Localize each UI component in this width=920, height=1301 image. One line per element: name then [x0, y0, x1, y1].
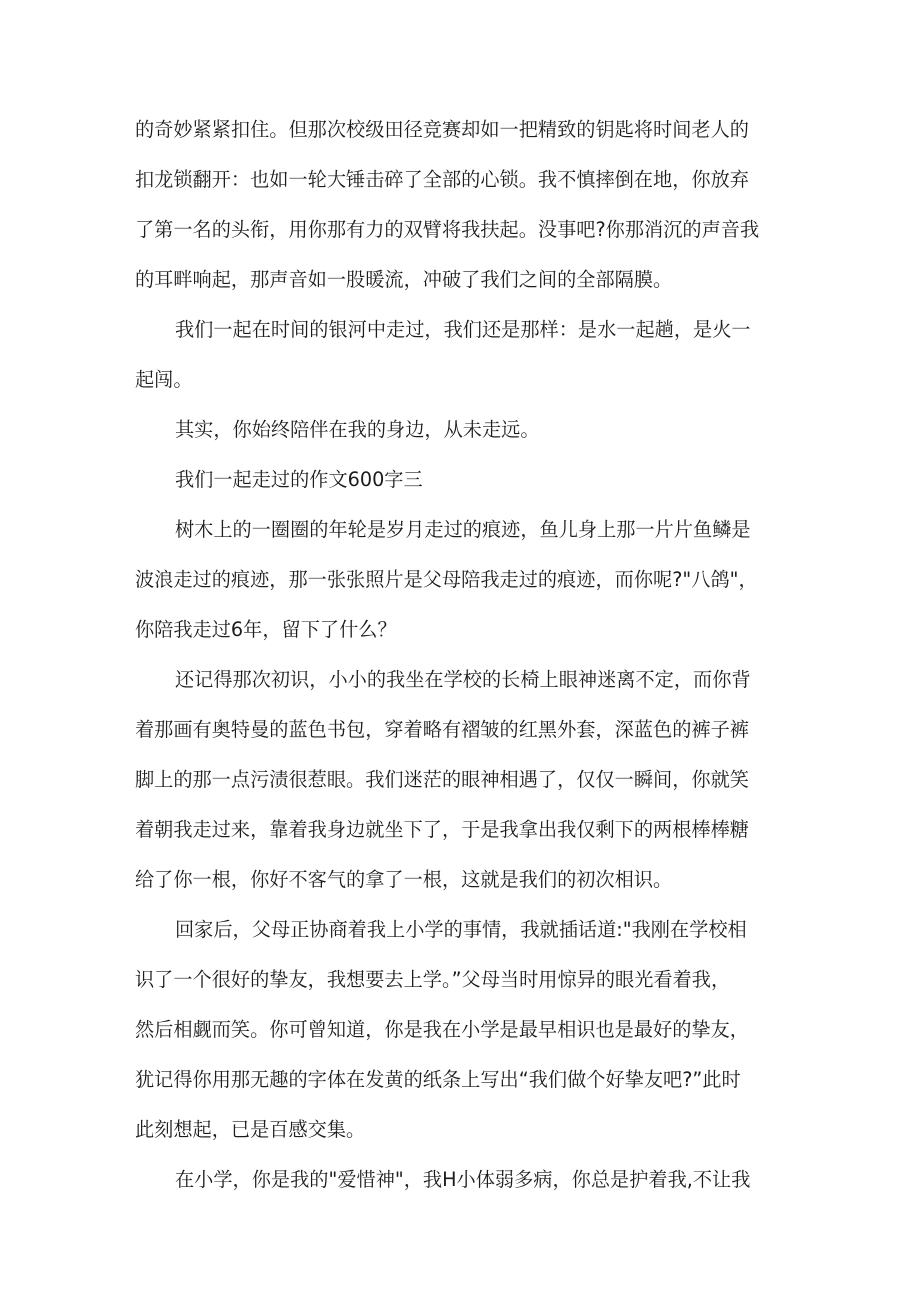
text-line: 扣龙锁翻开：也如一轮大锤击碎了全部的心锁。我不慎摔倒在地，你放弃: [135, 168, 749, 191]
text-line: 犹记得你用那无趣的字体在发黄的纸条上写出“我们做个好挚友吧?”此时: [135, 1068, 741, 1091]
text-line: 着那画有奥特曼的蓝色书包，穿着略有褶皱的红黑外套，深蓝色的裤子裤: [135, 718, 749, 741]
text-line: 的奇妙紧紧扣住。但那次校级田径竞赛却如一把精致的钥匙将时间老人的: [135, 118, 749, 141]
text-line: 我们一起在时间的银河中走过，我们还是那样：是水一起趟，是火一: [175, 318, 751, 341]
text-line: 此刻想起，已是百感交集。: [135, 1118, 366, 1141]
text-line: 还记得那次初识，小小的我坐在学校的长椅上眼神迷离不定，而你背: [175, 668, 751, 691]
text-line: 起闯。: [135, 368, 193, 391]
text-line: 你陪我走过6年，留下了什么？: [135, 618, 397, 641]
text-line: 然后相觑而笑。你可曾知道，你是我在小学是最早相识也是最好的挚友，: [135, 1018, 749, 1041]
text-line: 回家后，父母正协商着我上小学的事情，我就插话道:"我刚在学校相: [175, 918, 747, 941]
text-line: 着朝我走过来，靠着我身边就坐下了，于是我拿出我仅剩下的两根棒棒糖: [135, 818, 749, 841]
text-line: 的耳畔响起，那声音如一股暖流，冲破了我们之间的全部隔膜。: [135, 268, 673, 291]
section-heading: 我们一起走过的作文600字三: [175, 468, 423, 491]
text-line: 在小学，你是我的"爱惜神"，我H小体弱多病，你总是护着我,不让我: [175, 1168, 751, 1191]
text-line: 其实，你始终陪伴在我的身边，从未走远。: [175, 418, 540, 441]
text-line: 了第一名的头衔，用你那有力的双臂将我扶起。没事吧?你那消沉的声音我: [135, 218, 760, 241]
text-line: 识了一个很好的挚友，我想要去上学。”父母当时用惊异的眼光看着我，: [135, 968, 731, 991]
text-line: 脚上的那一点污渍很惹眼。我们迷茫的眼神相遇了，仅仅一瞬间，你就笑: [135, 768, 749, 791]
text-line: 树木上的一圈圈的年轮是岁月走过的痕迹，鱼儿身上那一片片鱼鳞是: [175, 518, 751, 541]
text-line: 波浪走过的痕迹，那一张张照片是父母陪我走过的痕迹，而你呢?"八鸽"，: [135, 568, 758, 591]
text-line: 给了你一根，你好不客气的拿了一根，这就是我们的初次相识。: [135, 868, 673, 891]
